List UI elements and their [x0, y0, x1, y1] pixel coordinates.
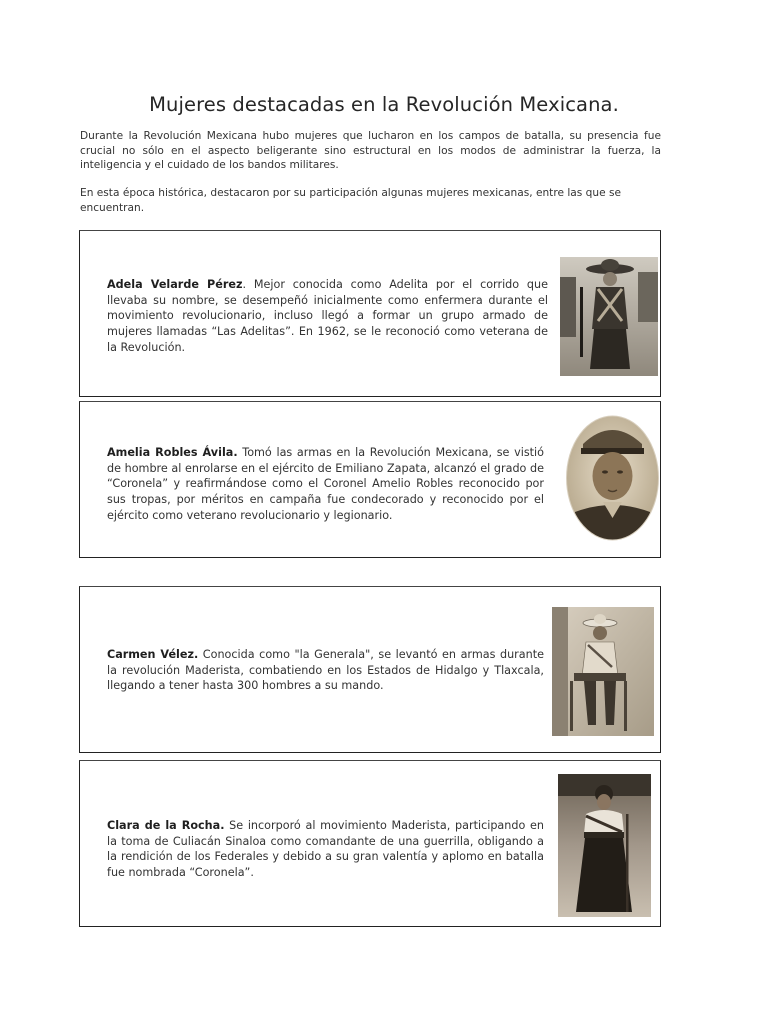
- person-name: Amelia Robles Ávila.: [107, 446, 238, 459]
- biography-card: [79, 230, 661, 397]
- intro-paragraph: En esta época histórica, destacaron por su participación algunas mujeres mexicanas, entre las que se encuentran.: [80, 187, 622, 214]
- biography-card: [79, 760, 661, 927]
- biography-card: [79, 586, 661, 753]
- biography-text: [107, 818, 544, 881]
- biography-description: Se incorporó al movimiento Maderista, participando en la toma de Culiacán Sinaloa como comandante de una guerrilla, obligando a la rendición de los Federales y debido a su gran valentía y aplomo en batalla fue nombrada “Coronela”.: [107, 819, 544, 880]
- biography-text: [107, 445, 544, 524]
- biography-text: [107, 277, 548, 356]
- portrait-photo: [565, 414, 660, 542]
- person-name: Adela Velarde Pérez: [107, 278, 243, 291]
- person-name: Clara de la Rocha.: [107, 819, 225, 832]
- biography-description: . Mejor conocida como Adelita por el corrido que llevaba su nombre, se desempeñó inicialmente como enfermera durante el movimiento revolucionario, incluso llegó a formar un grupo armado de mujeres llamadas “Las Adelitas”. En 1962, se le reconoció como veterana de la Revolución.: [107, 278, 548, 354]
- biography-card: [79, 401, 661, 558]
- person-name: Carmen Vélez.: [107, 648, 199, 661]
- biography-text: [107, 647, 544, 694]
- intro-paragraph: Durante la Revolución Mexicana hubo mujeres que lucharon en los campos de batalla, su presencia fue crucial no sólo en el aspecto beligerante sino estructural en los modos de administrar la fuerza, la inteligencia y el cuidado de los bandos militares.: [80, 130, 661, 172]
- portrait-photo: [560, 257, 658, 376]
- biography-description: Tomó las armas en la Revolución Mexicana, se vistió de hombre al enrolarse en el ejército de Emiliano Zapata, alcanzó el grado de “Coronela” y reafirmándose como el Coronel Amelio Robles reconocido por sus tropas, por méritos en campaña fue condecorado y reconocido por el ejército como veterano revolucionario y legionario.: [107, 446, 544, 522]
- page-title: Mujeres destacadas en la Revolución Mexicana.: [149, 93, 619, 116]
- biography-description: Conocida como "la Generala", se levantó en armas durante la revolución Maderista, combatiendo en los Estados de Hidalgo y Tlaxcala, llegando a tener hasta 300 hombres a su mando.: [107, 648, 544, 693]
- portrait-photo: [558, 774, 651, 917]
- portrait-photo: [552, 607, 654, 736]
